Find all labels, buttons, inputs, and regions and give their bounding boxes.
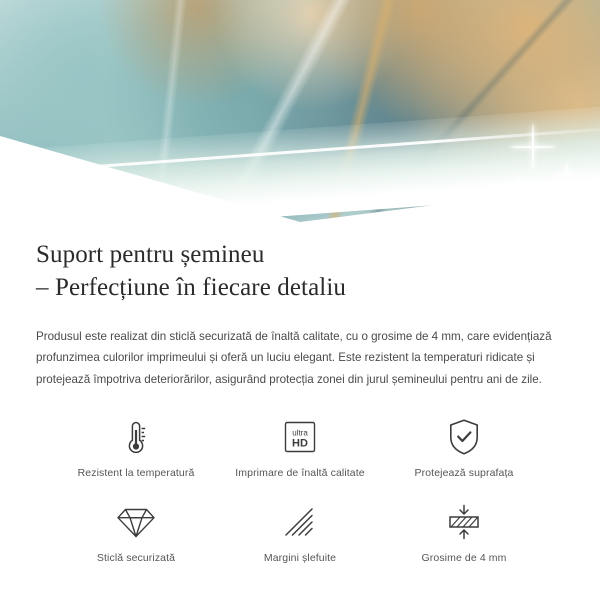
- feature-item-surface-protection: [382, 416, 546, 479]
- polished-edges-icon: [282, 501, 318, 543]
- feature-label: Margini șlefuite: [263, 552, 337, 565]
- ultra-hd-icon: [281, 416, 319, 458]
- product-description-text: Produsul este realizat din sticlă securizată de înaltă calitate, cu o grosime de 4 mm, care evidențiază profunzimea culorilor imprimeului și oferă un luciu elegant. Este rezistent la temperaturi ridicate și protejează împotriva deteriorărilor, asigurând protecția zonei din jurul șemineului pentru ani de zile.: [36, 330, 552, 386]
- feature-item-temperature: [54, 416, 218, 479]
- feature-grid: [36, 416, 564, 564]
- page-title-line2: – Perfecțiune în fiecare detaliu: [36, 274, 346, 301]
- hero-corner-right: [300, 184, 600, 222]
- feature-item-polished-edges: [218, 501, 382, 564]
- feature-item-print-quality: [218, 416, 382, 479]
- feature-item-tempered-glass: [54, 501, 218, 564]
- thickness-4mm-icon: [443, 501, 485, 543]
- feature-label: Protejează suprafața: [414, 467, 514, 480]
- feature-label: Rezistent la temperatură: [77, 467, 195, 480]
- svg-text:HD: HD: [292, 437, 308, 450]
- shield-check-icon: [447, 416, 481, 458]
- feature-item-thickness: [382, 501, 546, 564]
- page-title-line1: Suport pentru șemineu: [36, 241, 265, 268]
- content-block: [0, 222, 600, 564]
- feature-label: Grosime de 4 mm: [421, 552, 507, 565]
- page-title: [36, 238, 564, 304]
- diamond-icon: [116, 501, 156, 543]
- feature-label: Imprimare de înaltă calitate: [235, 467, 365, 480]
- hero-corner-left: [0, 136, 300, 222]
- svg-text:ultra: ultra: [292, 428, 308, 438]
- feature-label: Sticlă securizată: [96, 552, 176, 565]
- thermometer-icon: [123, 416, 149, 458]
- hero-image: [0, 0, 600, 222]
